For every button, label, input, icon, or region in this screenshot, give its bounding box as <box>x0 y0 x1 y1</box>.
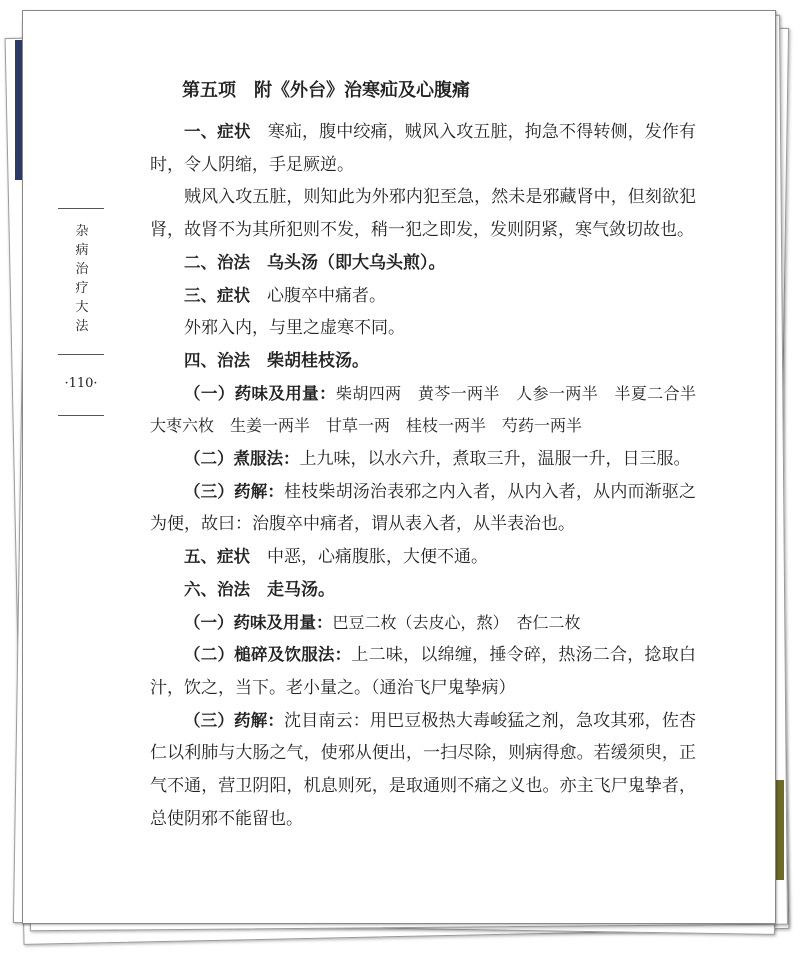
margin-rule <box>58 208 104 209</box>
page-number: ·110· <box>64 376 98 391</box>
paragraph-label: （二）槌碎及饮服法： <box>184 645 352 665</box>
paragraph <box>150 574 696 607</box>
paragraph-text: 上二味，以绵缠，捶令碎，热汤二合，捻取白汁，饮之，当下。老小量之。（通治飞尸鬼挚病） <box>150 645 697 698</box>
paragraph-label: （一）药味及用量： <box>184 383 336 403</box>
margin-rule <box>58 354 104 355</box>
page-content <box>150 74 713 835</box>
paragraph <box>150 116 696 181</box>
paragraph <box>150 280 696 313</box>
paragraph <box>150 705 696 836</box>
herb-list: 巴豆二枚（去皮心，熬） 杏仁二枚 <box>332 612 581 632</box>
formula-name: 走马汤。 <box>267 579 335 600</box>
paragraph <box>150 476 696 541</box>
paragraph-label: （二）煮服法： <box>184 449 300 469</box>
paragraph-label: （三）药解： <box>184 481 285 501</box>
paragraph <box>150 541 696 574</box>
paragraph <box>150 181 696 246</box>
paragraph-text: 寒疝，腹中绞痛，贼风入攻五脏，拘急不得转侧，发作有时，令人阴缩，手足厥逆。 <box>150 122 697 175</box>
paragraph-text: 桂枝柴胡汤治表邪之内入者，从内入者，从内而渐驱之为便，故曰：治腹卒中痛者，谓从表入者，从半表治也。 <box>150 481 697 535</box>
paragraph-text: 贼风入攻五脏，则知此为外邪内犯至急，然未是邪藏肾中，但刻欲犯肾，故肾不为其所犯则不发，稍一犯之即发，发则阴紧，寒气敛切故也。 <box>150 187 696 241</box>
paragraph-label: 四、治法 <box>184 350 250 370</box>
paragraph-label: 三、症状 <box>184 285 250 305</box>
paragraph <box>150 378 713 443</box>
section-title: 第五项 附《外台》治寒疝及心腹痛 <box>182 80 470 101</box>
paragraph <box>150 345 696 378</box>
paragraph-label: 二、治法 <box>184 252 250 272</box>
paragraph <box>150 639 696 704</box>
paragraph-text: 外邪入内，与里之虚寒不同。 <box>184 318 405 339</box>
paragraph <box>150 443 696 476</box>
book-cover-edge <box>776 780 784 880</box>
paragraph-label: 六、治法 <box>184 579 250 599</box>
paragraph-label: （三）药解： <box>184 710 285 730</box>
herb-list: 柴胡四两 黄芩一两半 人参一两半 半夏二合半 大枣六枚 生姜一两半 甘草一两 桂枝一两半 芍药一两半 <box>150 383 713 436</box>
paragraph-label: （一）药味及用量： <box>184 612 333 632</box>
paragraph-label: 五、症状 <box>184 547 250 567</box>
paragraph-text: 上九味，以水六升，煮取三升，温服一升，日三服。 <box>299 449 691 470</box>
paragraph-text: 沈目南云：用巴豆极热大毒峻猛之剂，急攻其邪，佐杏仁以利肺与大肠之气，使邪从便出，一扫尽除，则病得愈。若缓须臾，正气不通，营卫阴阳，机息则死，是取通则不痛之义也。亦主飞尸鬼挚者，总使阴邪不能留也。 <box>150 710 697 829</box>
paragraph <box>150 607 696 640</box>
paragraph <box>150 312 696 345</box>
paragraph-label: 一、症状 <box>184 122 251 141</box>
paragraph <box>150 247 696 280</box>
paragraph-text: 心腹卒中痛者。 <box>267 285 386 306</box>
formula-name: 柴胡桂枝汤。 <box>267 350 369 371</box>
paragraph-text: 中恶，心痛腹胀，大便不通。 <box>267 547 488 568</box>
running-head: 杂病治疗大法 <box>75 224 89 334</box>
margin-rule <box>58 415 104 416</box>
formula-name: 乌头汤（即大乌头煎）。 <box>267 252 446 273</box>
